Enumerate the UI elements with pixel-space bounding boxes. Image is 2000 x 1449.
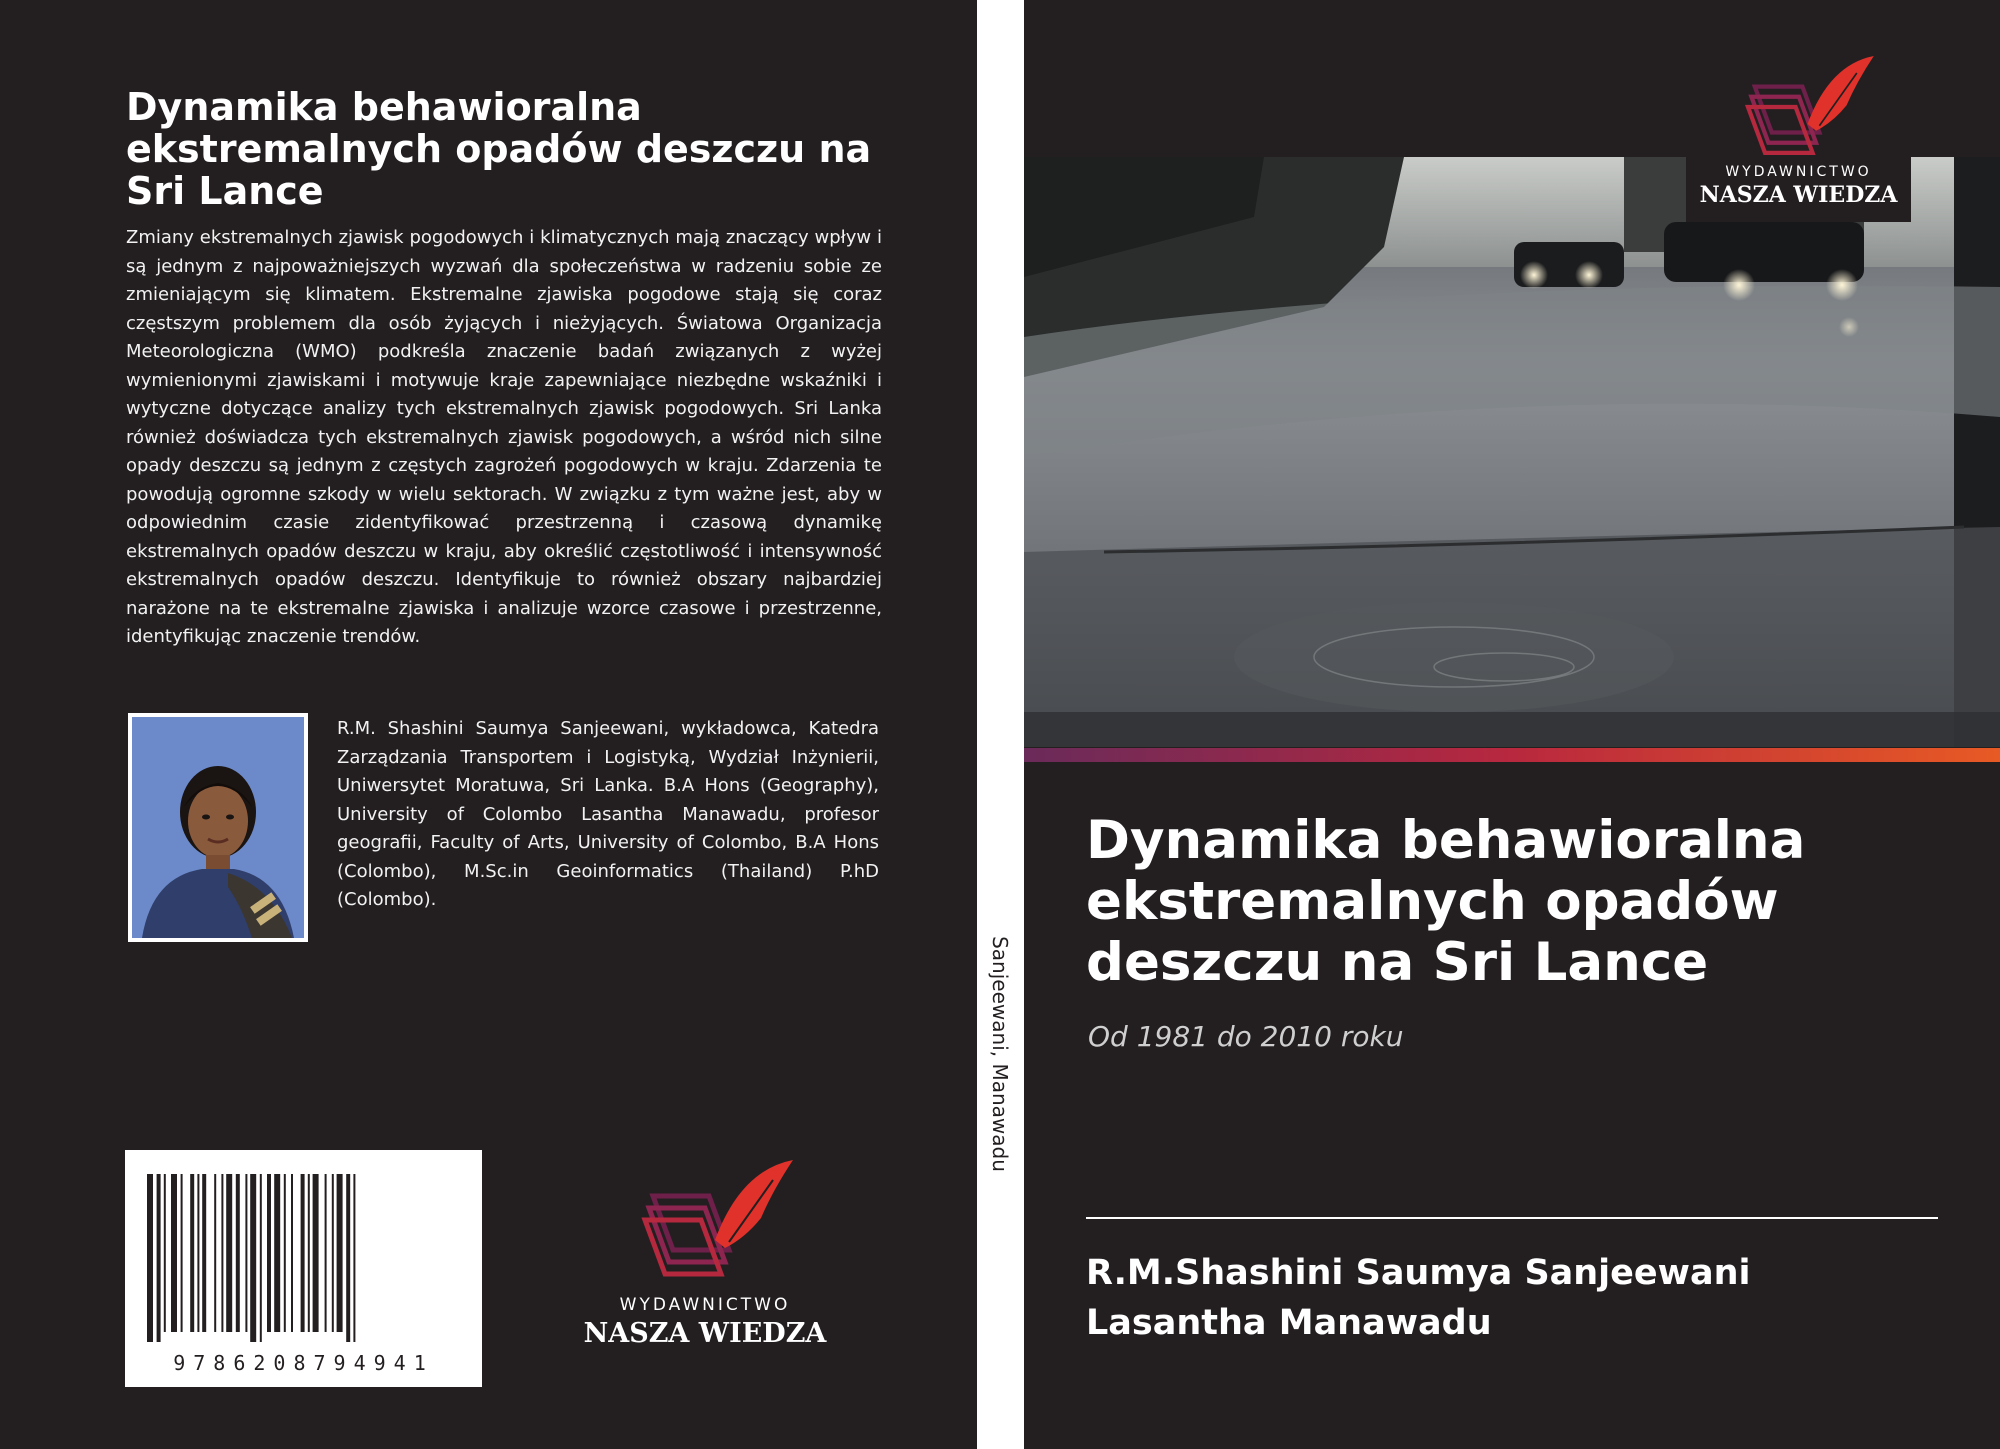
back-cover — [0, 0, 977, 1449]
back-cover-title: Dynamika behawioralna ekstremalnych opadów deszczu na Sri Lance — [126, 85, 872, 213]
spine-authors: Sanjeewani, Manawadu — [988, 936, 1012, 1172]
front-cover-authors — [1086, 1248, 1946, 1348]
front-cover-title: Dynamika behawioralna ekstremalnych opadów deszczu na Sri Lance — [1086, 810, 1806, 993]
accent-gradient-bar — [1024, 748, 2000, 762]
book-feather-logo-icon — [570, 1155, 840, 1285]
cover-photo-rain-street — [1024, 157, 2000, 747]
front-cover-subtitle: Od 1981 do 2010 roku — [1088, 1020, 1404, 1053]
author-photo — [128, 713, 308, 942]
author-bio: R.M. Shashini Saumya Sanjeewani, wykładowca, Katedra Zarządzania Transportem i Logistyką, Wydział Inżynierii, Uniwersytet Moratuwa, Sri Lanka. B.A Hons (Geography), University of Colombo Lasantha Manawadu, profesor geografii, Faculty of Arts, University of Colombo, B.A Hons (Colombo), M.Sc.in Geoinformatics (Thailand) P.hD (Colombo). — [337, 718, 879, 910]
isbn-barcode — [125, 1150, 482, 1387]
author-name: Lasantha Manawadu — [1086, 1303, 1492, 1343]
back-cover-description: Zmiany ekstremalnych zjawisk pogodowych i klimatycznych mają znaczący wpływ i są jednym z najpoważniejszych wyzwań dla społeczeństwa w radzeniu sobie ze zmieniającym się klimatem. Ekstremalne zjawiska pogodowe stają się coraz częstszym problemem dla osób żyjących i nieżyjących. Światowa Organizacja Meteorologiczna (WMO) podkreśla znaczenie badań związanych z wyżej wymienionymi zjawiskami i motywuje kraje zapewniające niezbędne wskaźniki i wytyczne dotyczące analizy tych ekstremalnych zjawisk pogodowych. Sri Lanka również doświadcza tych ekstremalnych zjawisk pogodowych, a wśród nich silne opady deszczu są jednym z częstych zagrożeń pogodowych w kraju. Zdarzenia te powodują ogromne szkody w wielu sektorach. W związku z tym ważne jest, aby w odpowiednim czasie zidentyfikować przestrzenną i czasową dynamikę ekstremalnych opadów deszczu w kraju, aby określić częstotliwość i intensywność ekstremalnych opadów deszczu. Identyfikuje to również obszary najbardziej narażone na te ekstremalne zjawiska i analizuje wzorce czasowe i przestrzenne, identyfikując znaczenie trendów. — [126, 227, 882, 647]
publisher-name-front: NASZA WIEDZA — [1699, 182, 1898, 208]
author-name: R.M.Shashini Saumya Sanjeewani — [1086, 1253, 1751, 1293]
isbn-digits: 9786208794941 — [173, 1351, 434, 1375]
publisher-logo-front — [1686, 52, 1911, 222]
publisher-sublabel-front: WYDAWNICTWO — [1725, 164, 1872, 180]
spine — [977, 0, 1024, 1449]
publisher-logo-back — [570, 1155, 840, 1355]
author-divider — [1086, 1217, 1938, 1219]
book-feather-logo-icon — [1686, 52, 1911, 164]
publisher-name-back: NASZA WIEDZA — [583, 1318, 827, 1349]
publisher-sublabel-back: WYDAWNICTWO — [619, 1295, 791, 1315]
